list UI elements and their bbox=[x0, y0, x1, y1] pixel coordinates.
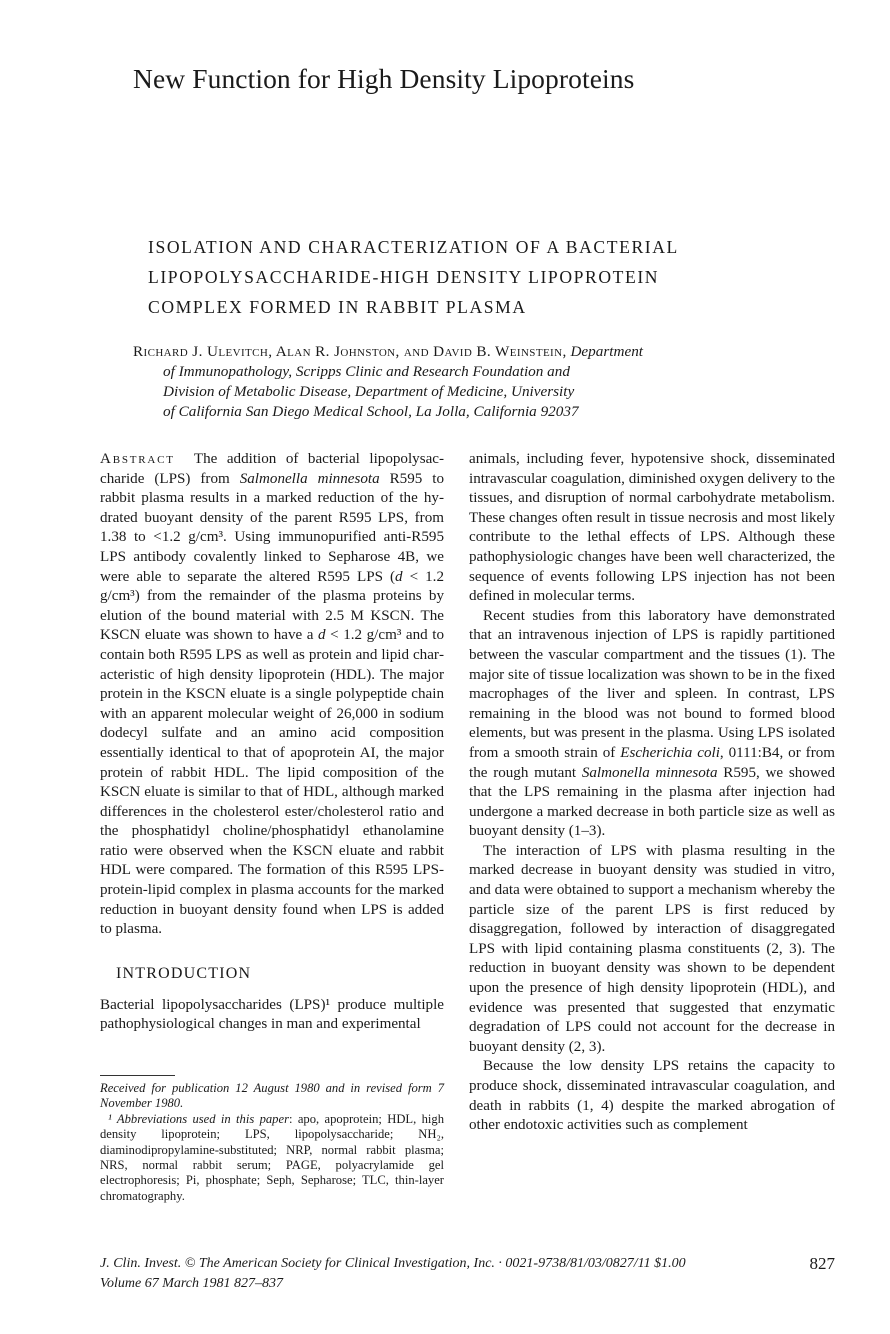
left-column bbox=[100, 450, 444, 1204]
authors-block bbox=[133, 342, 853, 422]
text-run: Because the low density LPS retains the capacity to produce shock, disseminated intravascular coagulation, and death in rabbits (1, 4) despite the marked abrogation of other endotoxic activities such as complement bbox=[469, 1058, 835, 1134]
text-run: R595, we showed that the LPS remaining in the plasma after injection had undergone a marked decrease in both particle size as well as buoyant density (1–3). bbox=[469, 764, 835, 840]
text-run: R595 to rabbit plasma results in a marked reduction of the hydrated buoyant density of the parent R595 LPS, from 1.38 to <1.2 g/cm³. Using immunopurified anti-R595 LPS antibody covalently linked to Sepharose 4B, we were able to separate the altered R595 LPS ( bbox=[100, 470, 444, 585]
text-run: The interaction of LPS with plasma resulting in the marked decrease in buoyant density was studied in vitro, and data were obtained to support a mechanism whereby the particle size of the parent LPS is first reduced by disaggregation, followed by interaction of disaggregated LPS with lipid containing plasma constituents (2, 3). The reduction in buoyant density was shown to be dependent upon the presence of high density lipoprotein (HDL), and evidence was presented that suggested that enzymatic degradation of LPS could not account for the decrease in buoyant density (2, 3). bbox=[469, 842, 835, 1055]
body-columns bbox=[100, 450, 835, 1204]
volume-line: Volume 67 March 1981 827–837 bbox=[100, 1276, 284, 1292]
text-run: Bacterial lipopolysaccharides (LPS)¹ produce multiple pathophysiological changes in man and experimental bbox=[100, 996, 444, 1033]
paragraph bbox=[469, 1057, 835, 1135]
abstract-text bbox=[100, 451, 444, 937]
paper-title: New Function for High Density Lipoproteins bbox=[133, 63, 635, 94]
footnotes bbox=[100, 1081, 444, 1204]
paragraph bbox=[469, 842, 835, 1058]
paragraph bbox=[100, 996, 444, 1035]
abstract bbox=[100, 450, 444, 940]
text-run: d bbox=[318, 627, 326, 644]
abbrev-text: : apo, apoprotein; HDL, high density lipoprotein; LPS, lipopolysaccharide; NH₂, diaminodipropylamine-substituted; NRP, normal rabbit plasma; NRS, normal rabbit serum; PAGE, polyacrylamide gel electrophoresis; Pi, phosphate; Seph, Sepharose; TLC, thin-layer chromatography. bbox=[100, 1111, 444, 1203]
received-note: Received for publication 12 August 1980 and in revised form 7 November 1980. bbox=[100, 1081, 444, 1111]
footnote-divider bbox=[100, 1075, 175, 1076]
journal-footer bbox=[100, 1254, 686, 1294]
text-run: animals, including fever, hypotensive shock, disseminated intravascular coagulation, diminished oxygen delivery to the tissues, and disruption of normal carbohydrate metabolism. These changes often result in tissue necrosis and most likely contribute to the lethal effects of LPS. Although these pathophysiologic changes have been well characterized, the sequence of events following LPS injection has not been defined in molecular terms. bbox=[469, 451, 835, 605]
affiliation: Division of Metabolic Disease, Department of Medicine, University bbox=[163, 383, 575, 400]
text-run: Salmonella minnesota bbox=[239, 470, 380, 487]
subtitle-line: LIPOPOLYSACCHARIDE-HIGH DENSITY LIPOPROTEIN bbox=[148, 267, 660, 287]
text-run: d bbox=[395, 568, 403, 585]
affiliation: of California San Diego Medical School, La Jolla, California 92037 bbox=[163, 403, 579, 420]
right-column bbox=[469, 450, 835, 1204]
abstract-label: Abstract bbox=[100, 451, 175, 467]
affiliation: Department bbox=[570, 343, 644, 360]
abbrev-label: ¹ Abbreviations used in this paper bbox=[108, 1111, 289, 1126]
section-heading-introduction: INTRODUCTION bbox=[116, 964, 252, 982]
text-run: < 1.2 g/cm³) from the remainder of the plasma proteins by elution of the bound material with 2.5 M KSCN. The KSCN eluate was shown to have a bbox=[100, 568, 444, 644]
subtitle-line: COMPLEX FORMED IN RABBIT PLASMA bbox=[148, 297, 527, 317]
text-run: Salmonella minnesota bbox=[581, 764, 718, 781]
text-run: The addition of bacterial lipopolysaccharide (LPS) from bbox=[100, 451, 445, 487]
affiliation: of Immunopathology, Scripps Clinic and Research Foundation and bbox=[163, 363, 570, 380]
page-number: 827 bbox=[809, 1254, 835, 1274]
paragraph bbox=[469, 607, 835, 842]
text-run: , 0111:B4, or from the rough mutant bbox=[469, 744, 836, 781]
author-names: Richard J. Ulevitch, Alan R. Johnston, and David B. Weinstein, bbox=[133, 343, 567, 360]
text-run: Escherichia coli bbox=[620, 744, 720, 761]
text-run: < 1.2 g/cm³ and to contain both R595 LPS as well as protein and lipid characteristic of high density lipoprotein (HDL). The major protein in the KSCN eluate is a single polypeptide chain with an apparent molecular weight of 26,000 in sodium dodecyl sulfate and an amino acid composition essentially identical to that of apoprotein AI, the major protein of rabbit HDL. The lipid composition of the KSCN eluate is similar to that of HDL, although marked differences in the cholesterol ester/cholesterol ratio and the phosphatidyl choline/phosphatidyl ethanolamine ratio were observed when the KSCN eluate and rabbit HDL were compared. The formation of this R595 LPS-protein-lipid complex in plasma accounts for the marked reduction in buoyant density found when LPS is added to plasma. bbox=[100, 627, 444, 938]
footnotes-area bbox=[100, 1035, 444, 1204]
paper-subtitle bbox=[148, 232, 835, 322]
citation-line: J. Clin. Invest. © The American Society for Clinical Investigation, Inc. · 0021-9738/81/03/0827/11 $1.00 bbox=[100, 1256, 686, 1272]
paragraph bbox=[469, 450, 835, 607]
footer-row bbox=[100, 1254, 835, 1294]
subtitle-line: ISOLATION AND CHARACTERIZATION OF A BACTERIAL bbox=[148, 237, 679, 257]
text-run: Recent studies from this laboratory have demonstrated that an intravenous injection of LPS is rapidly partitioned between the vascular compartment and the tissues (1). The major site of tissue localization was shown to be in the fixed macrophages of the liver and spleen. In contrast, LPS remaining in the blood was not bound to formed blood elements, but was present in the plasma. Using LPS isolated from a smooth strain of bbox=[469, 607, 835, 761]
